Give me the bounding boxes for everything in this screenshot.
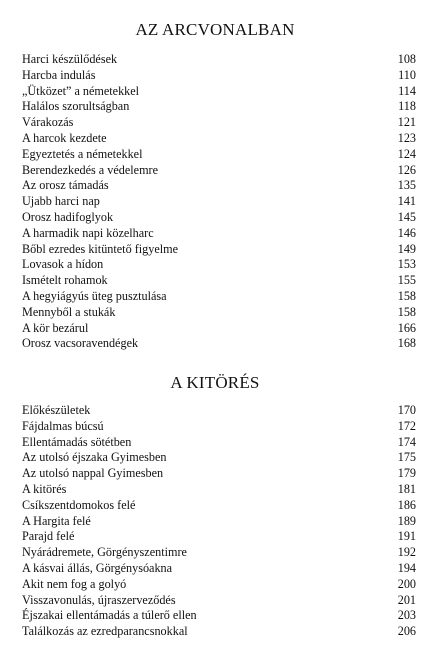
toc-entry-page-number: 203 (397, 608, 416, 623)
toc-entry (22, 561, 416, 577)
toc-entry (22, 498, 416, 514)
toc-entry-title: A harcok kezdete (22, 130, 107, 145)
toc-entry-title: Visszavonulás, újraszerveződés (22, 592, 176, 607)
toc-entry (22, 514, 416, 530)
toc-entry-title: A harmadik napi közelharc (22, 225, 154, 240)
toc-entry-page-number: 192 (397, 545, 416, 560)
toc-entry-page-number: 121 (397, 115, 416, 130)
toc-entry-title: Nyárádremete, Görgényszentimre (22, 545, 187, 560)
toc-entry-title: A hegyiágyús üteg pusztulása (22, 288, 167, 303)
toc-entry-page-number: 179 (397, 466, 416, 481)
toc-entry-title: Előkészületek (22, 403, 91, 417)
toc-entry (22, 435, 416, 451)
toc-entry (22, 466, 416, 482)
toc-entry (22, 68, 416, 84)
toc-entry-title: A kitörés (22, 481, 67, 496)
toc-entry-page-number: 124 (397, 146, 416, 161)
toc-entry-page-number: 174 (397, 434, 416, 449)
toc-entry (22, 194, 416, 210)
section-title-arcvonalban: AZ ARCVONALBAN (135, 20, 295, 39)
toc-entry (22, 529, 416, 545)
toc-entry-page-number: 191 (397, 529, 416, 544)
toc-entry-title: Bőbl ezredes kitüntető figyelme (22, 241, 179, 256)
toc-entry-title: Mennyből a stukák (22, 304, 116, 319)
toc-entry-page-number: 141 (397, 194, 416, 209)
toc-entry (22, 147, 416, 163)
toc-entry-title: Ellentámadás sötétben (22, 434, 132, 449)
toc-entry-page-number: 153 (397, 257, 416, 272)
toc-entry (22, 99, 416, 115)
toc-entry-page-number: 114 (398, 83, 416, 98)
toc-entry (22, 403, 416, 419)
toc-entry-title: Berendezkedés a védelemre (22, 162, 159, 177)
toc-entry (22, 289, 416, 305)
toc-entry-page-number: 110 (398, 67, 416, 82)
toc-entry (22, 210, 416, 226)
toc-entry-title: Halálos szorultságban (22, 99, 130, 114)
toc-entry (22, 84, 416, 100)
toc-entry (22, 450, 416, 466)
toc-entry-page-number: 186 (397, 497, 416, 512)
toc-entry (22, 336, 416, 352)
toc-entry-page-number: 189 (397, 513, 416, 528)
toc-entry-title: A Hargita felé (22, 513, 91, 528)
toc-entry-page-number: 172 (397, 418, 416, 433)
toc-entry-page-number: 170 (397, 403, 416, 417)
toc-entry-title: Egyeztetés a németekkel (22, 146, 143, 161)
toc-entry (22, 226, 416, 242)
toc-entry-page-number: 175 (397, 450, 416, 465)
toc-entry (22, 321, 416, 337)
toc-entry-title: Lovasok a hídon (22, 257, 104, 272)
toc-entry-title: Harcba indulás (22, 67, 96, 82)
toc-entry-title: Az utolsó nappal Gyimesben (22, 466, 164, 481)
toc-entry-page-number: 126 (397, 162, 416, 177)
toc-entry-title: Várakozás (22, 115, 74, 130)
toc-entry-title: Az orosz támadás (22, 178, 109, 193)
toc-entry (22, 593, 416, 609)
toc-entry (22, 242, 416, 258)
toc-entry-title: Éjszakai ellentámadás a túlerő ellen (22, 608, 197, 623)
toc-entry (22, 482, 416, 498)
toc-entry-title: Ujabb harci nap (22, 194, 100, 209)
toc-entry (22, 163, 416, 179)
toc-entry-title: A kör bezárul (22, 320, 89, 335)
toc-entry-page-number: 158 (397, 288, 416, 303)
toc-entry-title: Orosz hadifoglyok (22, 209, 114, 224)
toc-entry (22, 624, 416, 640)
toc-entry (22, 419, 416, 435)
toc-entry (22, 257, 416, 273)
toc-entry (22, 178, 416, 194)
toc-entry-title: A kásvai állás, Görgénysóakna (22, 560, 173, 575)
toc-entry-title: „Ütközet” a németekkel (22, 83, 140, 98)
toc-entry-page-number: 201 (397, 592, 416, 607)
toc-entry-title: Orosz vacsoravendégek (22, 336, 139, 351)
toc-entry-page-number: 158 (397, 304, 416, 319)
toc-entry (22, 131, 416, 147)
toc-entry-page-number: 135 (397, 178, 416, 193)
toc-entry-page-number: 181 (397, 481, 416, 496)
toc-entry-page-number: 166 (397, 320, 416, 335)
toc-entry (22, 545, 416, 561)
toc-entry (22, 305, 416, 321)
toc-entry-page-number: 194 (397, 560, 416, 575)
toc-entry (22, 52, 416, 68)
toc-entry-page-number: 168 (397, 336, 416, 351)
toc-entry-page-number: 200 (397, 576, 416, 591)
toc-entry (22, 608, 416, 624)
toc-entry-page-number: 146 (397, 225, 416, 240)
toc-entry-title: Az utolsó éjszaka Gyimesben (22, 450, 167, 465)
toc-entry-title: Találkozás az ezredparancsnokkal (22, 624, 188, 639)
toc-entry-title: Csíkszentdomokos felé (22, 497, 136, 512)
toc-entry-title: Fájdalmas búcsú (22, 418, 104, 433)
toc-entry (22, 115, 416, 131)
toc-entry-page-number: 145 (397, 209, 416, 224)
toc-entry-title: Harci készülődések (22, 52, 118, 66)
toc-entry-page-number: 118 (398, 99, 416, 114)
toc-entry-page-number: 149 (397, 241, 416, 256)
section-title-kitores: A KITÖRÉS (170, 373, 260, 392)
toc-entry-page-number: 155 (397, 273, 416, 288)
toc-list-kitores (22, 403, 416, 640)
toc-list-arcvonalban (22, 52, 416, 352)
toc-entry-title: Ismételt rohamok (22, 273, 108, 288)
toc-entry (22, 577, 416, 593)
toc-entry-page-number: 123 (397, 130, 416, 145)
toc-entry-page-number: 108 (397, 52, 416, 66)
toc-entry-title: Parajd felé (22, 529, 75, 544)
toc-entry-page-number: 206 (397, 624, 416, 639)
toc-entry-title: Akit nem fog a golyó (22, 576, 127, 591)
toc-entry (22, 273, 416, 289)
